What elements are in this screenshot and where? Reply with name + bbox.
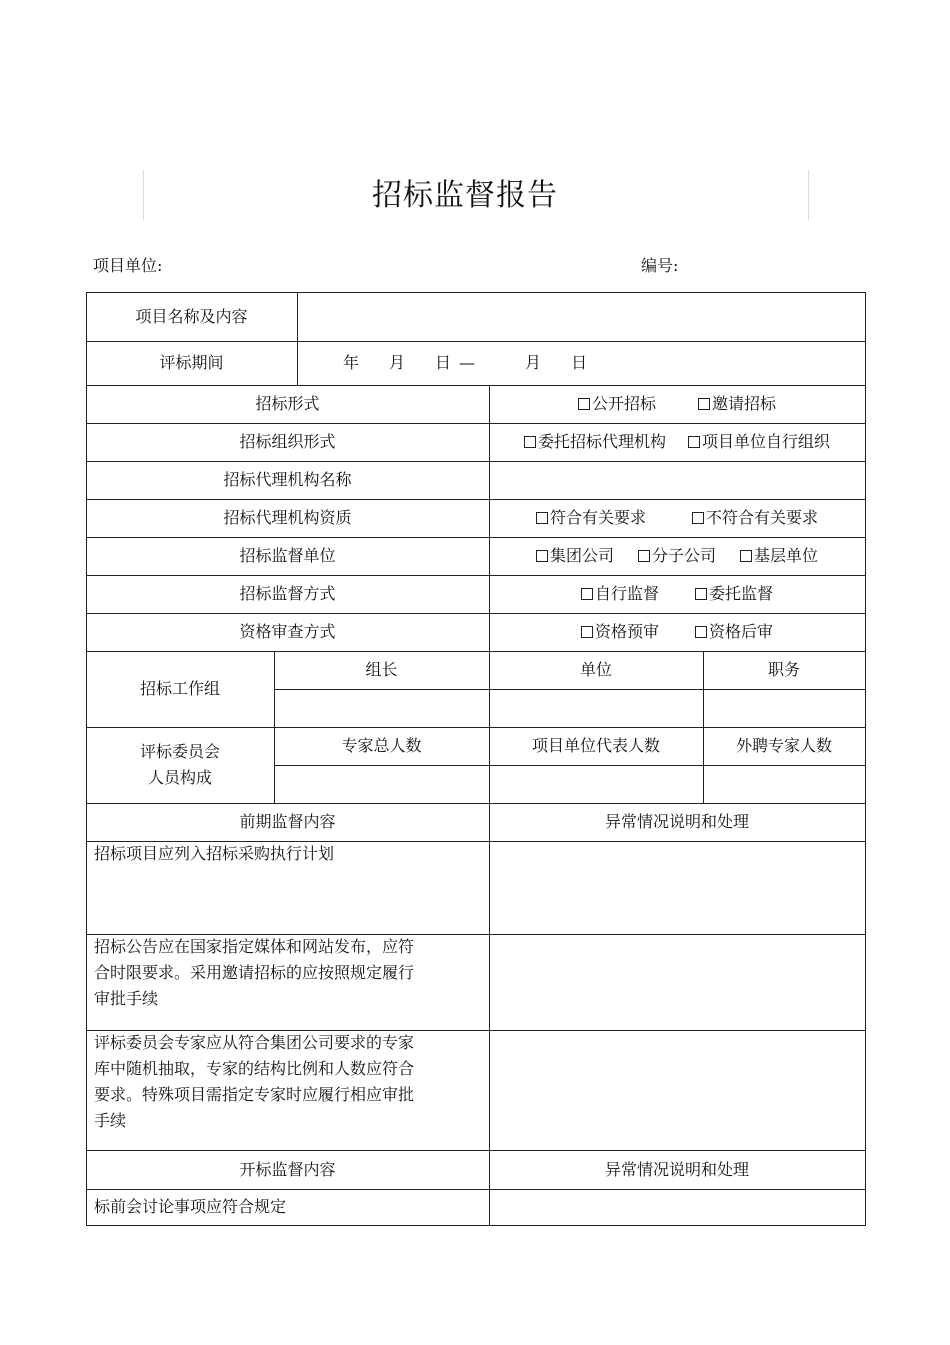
opening-item-1-anomaly-input[interactable] (489, 1189, 865, 1225)
project-name-label: 项目名称及内容 (135, 306, 248, 326)
document-title: 招标监督报告 (372, 178, 558, 213)
committee-header-representatives: 项目单位代表人数 (531, 736, 660, 755)
project-unit-label: 项目单位: (93, 256, 163, 275)
agency-name-label: 招标代理机构名称 (223, 470, 352, 489)
work-group-position-input[interactable] (703, 689, 865, 727)
supervise-method-label: 招标监督方式 (239, 584, 336, 603)
pre-item-1-anomaly-input[interactable] (489, 841, 865, 934)
committee-representatives-input[interactable] (489, 765, 703, 803)
work-group-label: 招标工作组 (139, 679, 220, 698)
checkbox-icon (695, 626, 707, 638)
tender-form-label: 招标形式 (255, 394, 320, 413)
day-end-label: 日 (571, 353, 588, 372)
org-form-options (489, 423, 865, 461)
checkbox-icon (740, 550, 752, 562)
checkbox-icon (536, 550, 548, 562)
checkbox-open-tender[interactable]: 公开招标 (578, 391, 656, 417)
supervise-unit-options (489, 537, 865, 575)
month-label: 月 (389, 353, 406, 372)
pre-item-3: 评标委员会专家应从符合集团公司要求的专家 库中随机抽取，专家的结构比例和人数应符合 要求。特殊项目需指定专家时应履行相应审批 手续 (94, 1033, 415, 1130)
committee-header-external: 外聘专家人数 (735, 736, 832, 755)
opening-supervision-header: 开标监督内容 (239, 1159, 336, 1179)
checkbox-icon (692, 512, 704, 524)
pre-item-3-anomaly-input[interactable] (489, 1030, 865, 1150)
checkbox-icon (536, 512, 548, 524)
work-group-header-leader: 组长 (365, 660, 398, 679)
eval-period-label: 评标期间 (159, 353, 224, 372)
checkbox-icon (698, 398, 710, 410)
checkbox-icon (524, 436, 536, 448)
eval-period-date[interactable] (297, 341, 865, 385)
pre-item-1: 招标项目应列入招标采购执行计划 (94, 844, 335, 863)
checkbox-invite-tender[interactable]: 邀请招标 (698, 391, 776, 417)
committee-label-line1: 评标委员会 (139, 742, 220, 761)
pre-anomaly-header: 异常情况说明和处理 (604, 812, 749, 831)
project-name-input[interactable] (297, 292, 865, 341)
checkbox-subsidiary[interactable]: 分子公司 (638, 543, 716, 569)
day-label: 日 (435, 353, 452, 372)
agency-qual-options (489, 499, 865, 537)
checkbox-agency[interactable]: 委托招标代理机构 (524, 429, 666, 455)
range-dash: — (459, 353, 476, 372)
committee-label-line2: 人员构成 (147, 768, 212, 787)
work-group-leader-input[interactable] (274, 689, 489, 727)
opening-anomaly-header: 异常情况说明和处理 (604, 1159, 749, 1179)
checkbox-self-organized[interactable]: 项目单位自行组织 (688, 429, 830, 455)
checkbox-self-supervise[interactable]: 自行监督 (581, 581, 659, 607)
work-group-header-position: 职务 (767, 660, 800, 679)
committee-total-input[interactable] (274, 765, 489, 803)
checkbox-delegated-supervise[interactable]: 委托监督 (695, 581, 773, 607)
supervise-unit-label: 招标监督单位 (239, 546, 336, 565)
qual-review-options (489, 613, 865, 651)
agency-name-input[interactable] (489, 461, 865, 499)
committee-external-input[interactable] (703, 765, 865, 803)
qual-review-label: 资格审查方式 (239, 622, 336, 641)
pre-item-2-anomaly-input[interactable] (489, 934, 865, 1030)
checkbox-icon (578, 398, 590, 410)
number-label: 编号: (641, 256, 679, 275)
checkbox-post-qualification[interactable]: 资格后审 (695, 619, 773, 645)
committee-label (86, 727, 274, 803)
checkbox-icon (695, 588, 707, 600)
month-end-label: 月 (525, 353, 542, 372)
opening-item-1: 标前会讨论事项应符合规定 (94, 1197, 287, 1216)
checkbox-non-compliant[interactable]: 不符合有关要求 (692, 505, 818, 531)
checkbox-icon (581, 588, 593, 600)
checkbox-grassroots[interactable]: 基层单位 (740, 543, 818, 569)
checkbox-icon (688, 436, 700, 448)
work-group-unit-input[interactable] (489, 689, 703, 727)
pre-supervision-header: 前期监督内容 (239, 812, 336, 831)
pre-item-2: 招标公告应在国家指定媒体和网站发布，应符 合时限要求。采用邀请招标的应按照规定履行 审批手续 (94, 937, 415, 1008)
checkbox-group-company[interactable]: 集团公司 (536, 543, 614, 569)
checkbox-compliant[interactable]: 符合有关要求 (536, 505, 646, 531)
work-group-header-unit: 单位 (579, 660, 612, 679)
tender-form-options (489, 385, 865, 423)
checkbox-icon (581, 626, 593, 638)
committee-header-total: 专家总人数 (341, 736, 422, 755)
supervise-method-options (489, 575, 865, 613)
org-form-label: 招标组织形式 (239, 432, 336, 451)
agency-qual-label: 招标代理机构资质 (223, 508, 352, 527)
checkbox-pre-qualification[interactable]: 资格预审 (581, 619, 659, 645)
year-label: 年 (343, 353, 360, 372)
checkbox-icon (638, 550, 650, 562)
